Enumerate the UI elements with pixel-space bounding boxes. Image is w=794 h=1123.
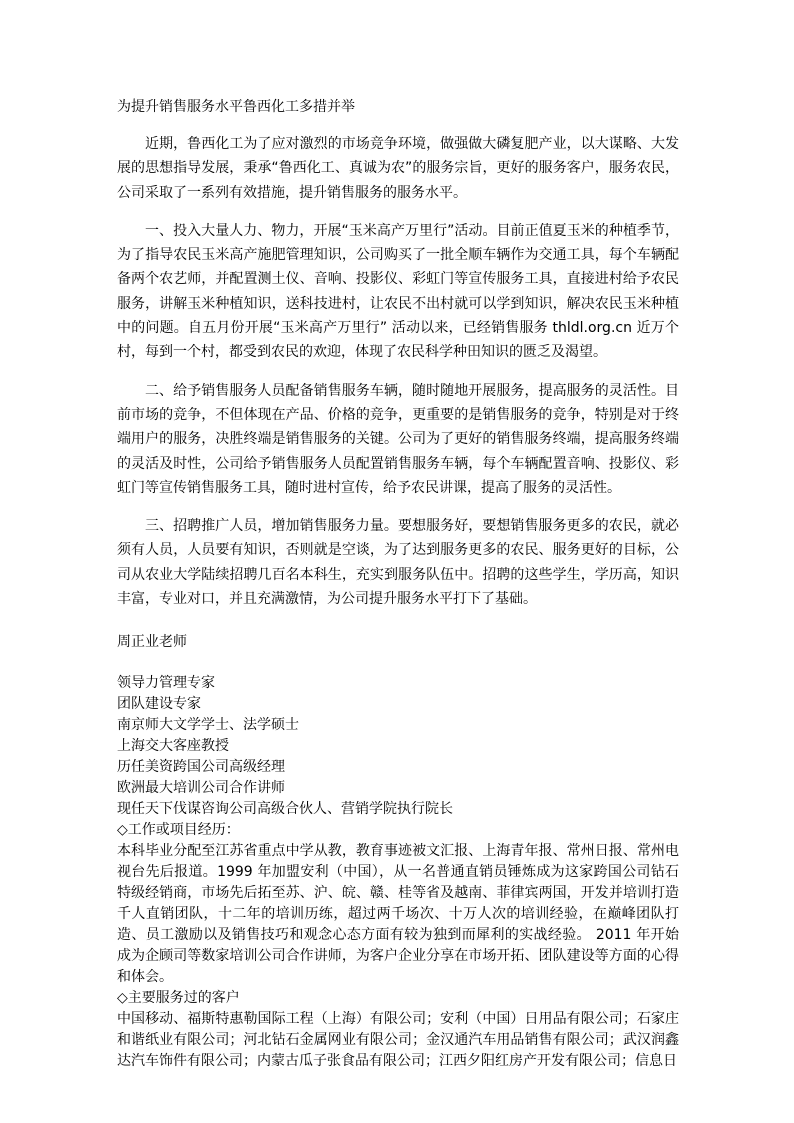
profile-titles bbox=[117, 673, 679, 820]
article-paragraph-intro: 近期，鲁西化工为了应对激烈的市场竞争环境，做强做大磷复肥产业，以大谋略、大发展的思想指导发展，秉承“鲁西化工、真诚为农”的服务宗旨，更好的服务客户，服务农民，公司采取了一系列有效措施，提升销售服务的服务水平。 bbox=[117, 136, 679, 201]
experience-text: 本科毕业分配至江苏省重点中学从教，教育事迹被文汇报、上海青年报、常州日报、常州电视台先后报道。1999 年加盟安利（中国），从一名普通直销员锤炼成为这家跨国公司钻石特级经销商，市场先后拓至苏、沪、皖、赣、桂等省及越南、菲律宾两国，开发并培训打造千人直销团队，十二年的培训历练，超过两千场次、十万人次的培训经验，在巅峰团队打造、员工激励以及销售技巧和观念心态方面有较为独到而犀利的实战经验。 2011 年开始成为企顾司等数家培训公司合作讲师，为客户企业分享在市场开拓、团队建设等方面的心得和体会。 bbox=[117, 843, 679, 986]
document-page bbox=[117, 96, 679, 1072]
profile-title-item: 上海交大客座教授 bbox=[117, 738, 229, 755]
article-title: 为提升销售服务水平鲁西化工多措并举 bbox=[117, 99, 355, 115]
article-paragraph-3: 三、招聘推广人员，增加销售服务力量。要想服务好，要想销售服务更多的农民，就必须有人员，人员要有知识，否则就是空谈，为了达到服务更多的农民、服务更好的目标，公司从农业大学陆续招聘几百名本科生，充实到服务队伍中。招聘的这些学生，学历高，知识丰富，专业对口，并且充满激情，为公司提升服务水平打下了基础。 bbox=[117, 518, 679, 608]
experience-heading: ◇工作或项目经历： bbox=[117, 822, 240, 839]
profile-name: 周正业老师 bbox=[117, 634, 187, 651]
clients-text: 中国移动、福斯特惠勒国际工程（上海）有限公司；安利（中国）日用品有限公司；石家庄和谐纸业有限公司；河北钻石金属网业有限公司；金汉通汽车用品销售有限公司；武汉润鑫达汽车饰件有限公司；内蒙古瓜子张食品有限公司；江西夕阳红房产开发有限公司；信息日 bbox=[117, 1011, 679, 1070]
profile-title-item: 团队建设专家 bbox=[117, 696, 201, 713]
article-paragraph-2: 二、给予销售服务人员配备销售服务车辆，随时随地开展服务，提高服务的灵活性。目前市场的竞争，不但体现在产品、价格的竞争，更重要的是销售服务的竞争，特别是对于终端用户的服务，决胜终端是销售服务的关键。公司为了更好的销售服务终端，提高服务终端的灵活及时性，公司给予销售服务人员配置销售服务车辆，每个车辆配置音响、投影仪、彩虹门等宣传销售服务工具，随时进村宣传，给予农民讲课，提高了服务的灵活性。 bbox=[117, 382, 679, 496]
clients-heading: ◇主要服务过的客户 bbox=[117, 990, 240, 1007]
profile-title-item: 历任美资跨国公司高级经理 bbox=[117, 759, 285, 776]
profile-title-item: 现任天下伐谋咨询公司高级合伙人、营销学院执行院长 bbox=[117, 801, 453, 818]
profile-title-item: 南京师大文学学士、法学硕士 bbox=[117, 717, 299, 734]
article-paragraph-1: 一、投入大量人力、物力，开展“玉米高产万里行”活动。目前正值夏玉米的种植季节，为了指导农民玉米高产施肥管理知识，公司购买了一批全顺车辆作为交通工具，每个车辆配备两个农艺师，并配置测土仪、音响、投影仪、彩虹门等宣传服务工具，直接进村给予农民服务，讲解玉米种植知识，送科技进村，让农民不出村就可以学到知识，解决农民玉米种植中的问题。自五月份开展“玉米高产万里行” 活动以来，已经销售服务 thldl.org.cn 近万个村，每到一个村，都受到农民的欢迎，体现了农民科学种田知识的匮乏及渴望。 bbox=[117, 222, 679, 361]
profile-title-item: 欧洲最大培训公司合作讲师 bbox=[117, 780, 285, 797]
profile-title-item: 领导力管理专家 bbox=[117, 675, 215, 692]
